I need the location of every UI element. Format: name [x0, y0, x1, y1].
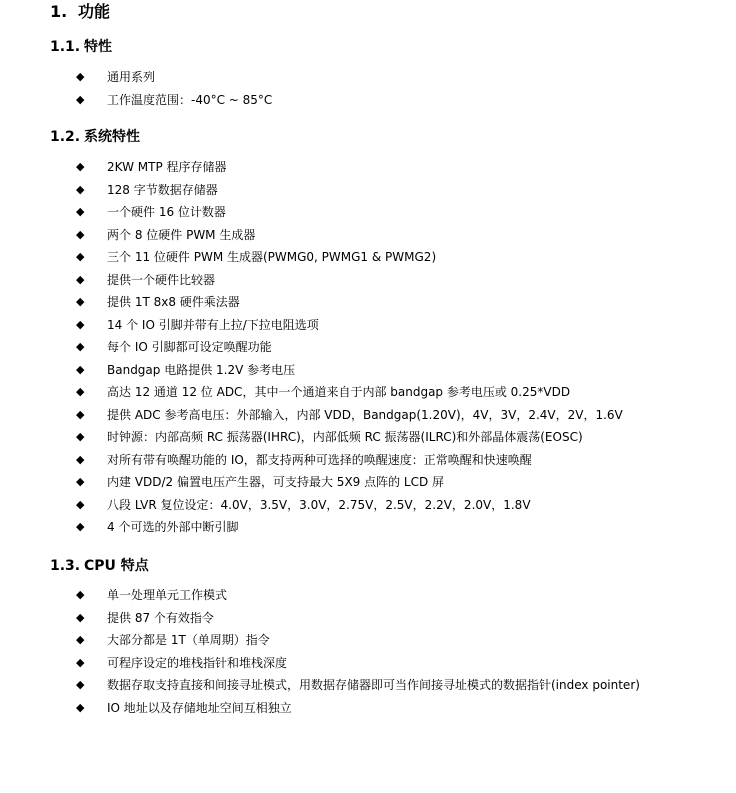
list-item-text: 对所有带有唤醒功能的 IO，都支持两种可选择的唤醒速度：正常唤醒和快速唤醒 [107, 452, 532, 467]
list-item-text: 两个 8 位硬件 PWM 生成器 [107, 227, 256, 242]
list-item [0, 381, 736, 404]
list-item [0, 584, 736, 607]
list-item-text: 单一处理单元工作模式 [107, 588, 228, 602]
list-item [0, 89, 736, 112]
list-item [0, 359, 736, 382]
list-item-text: 时钟源：内部高频 RC 振荡器(IHRC)，内部低频 RC 振荡器(ILRC)和外部晶体震荡(EOSC) [107, 430, 583, 444]
feature-list [0, 66, 736, 111]
list-item [0, 607, 736, 630]
list-item-text: 可程序设定的堆栈指针和堆栈深度 [107, 655, 288, 670]
list-item-text: 三个 11 位硬件 PWM 生成器(PWMG0, PWMG1 & PWMG2) [107, 250, 437, 264]
bullet-diamond-icon: ◆ [76, 272, 85, 286]
list-item-text: 数据存取支持直接和间接寻址模式，用数据存储器即可当作间接寻址模式的数据指针(index pointer) [107, 678, 640, 692]
list-item-text: IO 地址以及存储地址空间互相独立 [107, 700, 292, 715]
bullet-diamond-icon: ◆ [76, 317, 85, 331]
list-item-text: 14 个 IO 引脚并带有上拉/下拉电阻选项 [107, 317, 319, 332]
list-item [0, 224, 736, 247]
list-item-text: 一个硬件 16 位计数器 [107, 205, 226, 219]
list-item [0, 697, 736, 720]
bullet-diamond-icon: ◆ [76, 182, 85, 196]
list-item-text: 2KW MTP 程序存储器 [107, 160, 227, 174]
bullet-diamond-icon: ◆ [76, 160, 85, 173]
bullet-diamond-icon: ◆ [76, 295, 85, 308]
list-item [0, 674, 736, 697]
bullet-diamond-icon: ◆ [76, 633, 85, 646]
section-heading-1 [50, 1, 110, 23]
bullet-diamond-icon: ◆ [76, 655, 85, 669]
list-item [0, 66, 736, 89]
list-item [0, 246, 736, 269]
section-heading-1-1 [50, 37, 112, 57]
list-item [0, 426, 736, 449]
list-item-text: 内建 VDD/2 偏置电压产生器，可支持最大 5X9 点阵的 LCD 屏 [107, 475, 445, 489]
list-item-text: 128 字节数据存储器 [107, 182, 218, 197]
bullet-diamond-icon: ◆ [76, 520, 85, 533]
list-item [0, 471, 736, 494]
section-title: 特性 [84, 39, 112, 55]
bullet-diamond-icon: ◆ [76, 385, 85, 398]
section-heading-1-3 [50, 556, 149, 576]
section-number: 1. [50, 2, 68, 21]
list-item [0, 516, 736, 539]
list-item [0, 404, 736, 427]
bullet-diamond-icon: ◆ [76, 700, 85, 714]
list-item [0, 494, 736, 517]
bullet-diamond-icon: ◆ [76, 475, 85, 488]
bullet-diamond-icon: ◆ [76, 227, 85, 241]
list-item-text: 提供一个硬件比较器 [107, 272, 216, 287]
list-item-text: 高达 12 通道 12 位 ADC，其中一个通道来自于内部 bandgap 参考电压或 0.25*VDD [107, 385, 571, 399]
system-feature-list [0, 156, 736, 539]
list-item [0, 449, 736, 472]
list-item [0, 629, 736, 652]
list-item [0, 201, 736, 224]
bullet-diamond-icon: ◆ [76, 610, 85, 624]
bullet-diamond-icon: ◆ [76, 452, 85, 466]
list-item-text: 通用系列 [107, 70, 156, 84]
cpu-feature-list [0, 584, 736, 719]
list-item-text: Bandgap 电路提供 1.2V 参考电压 [107, 362, 296, 377]
list-item [0, 314, 736, 337]
section-title: 系统特性 [84, 129, 140, 145]
bullet-diamond-icon: ◆ [76, 407, 85, 421]
list-item [0, 291, 736, 314]
list-item [0, 179, 736, 202]
list-item-text: 八段 LVR 复位设定：4.0V，3.5V，3.0V，2.75V，2.5V，2.2V，2.0V，1.8V [107, 497, 531, 512]
list-item-text: 提供 ADC 参考高电压：外部输入，内部 VDD，Bandgap(1.20V)，4V，3V，2.4V，2V，1.6V [107, 407, 623, 422]
bullet-diamond-icon: ◆ [76, 430, 85, 443]
bullet-diamond-icon: ◆ [76, 205, 85, 218]
list-item [0, 652, 736, 675]
bullet-diamond-icon: ◆ [76, 250, 85, 263]
section-number: 1.1. [50, 39, 81, 55]
list-item-text: 4 个可选的外部中断引脚 [107, 520, 239, 534]
list-item-text: 提供 87 个有效指令 [107, 610, 214, 625]
bullet-diamond-icon: ◆ [76, 362, 85, 376]
bullet-diamond-icon: ◆ [76, 92, 85, 106]
bullet-diamond-icon: ◆ [76, 340, 85, 353]
list-item [0, 156, 736, 179]
list-item-text: 工作温度范围：-40°C ~ 85°C [107, 92, 273, 107]
bullet-diamond-icon: ◆ [76, 588, 85, 601]
list-item-text: 每个 IO 引脚都可设定唤醒功能 [107, 340, 272, 354]
bullet-diamond-icon: ◆ [76, 497, 85, 511]
list-item-text: 提供 1T 8x8 硬件乘法器 [107, 295, 240, 309]
list-item [0, 269, 736, 292]
list-item [0, 336, 736, 359]
list-item-text: 大部分都是 1T（单周期）指令 [107, 633, 270, 647]
bullet-diamond-icon: ◆ [76, 70, 85, 83]
section-number: 1.2. [50, 129, 81, 145]
section-title: CPU 特点 [84, 558, 149, 574]
bullet-diamond-icon: ◆ [76, 678, 85, 691]
section-heading-1-2 [50, 127, 140, 147]
section-title: 功能 [78, 2, 111, 21]
section-number: 1.3. [50, 558, 81, 574]
